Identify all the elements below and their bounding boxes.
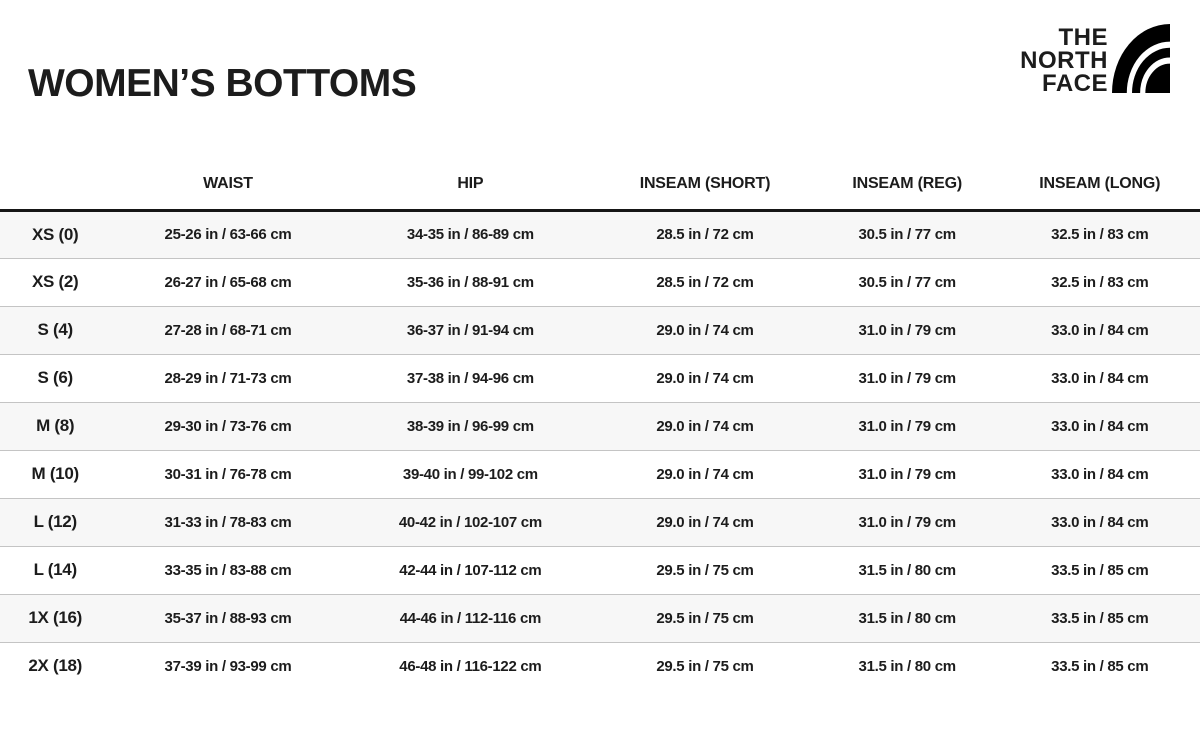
hip-cell: 37-38 in / 94-96 cm <box>406 369 534 387</box>
waist-cell: 35-37 in / 88-93 cm <box>164 609 292 627</box>
logo-line-face: FACE <box>1041 70 1108 97</box>
hip-cell: 39-40 in / 99-102 cm <box>402 465 538 483</box>
north-face-wordmark <box>1020 24 1108 95</box>
table-row <box>0 450 1200 498</box>
hip-cell: 44-46 in / 112-116 cm <box>399 609 542 627</box>
size-cell: XS (0) <box>32 224 79 244</box>
waist-cell: 29-30 in / 73-76 cm <box>164 417 292 435</box>
inseam-reg-cell: 31.5 in / 80 cm <box>858 609 956 627</box>
inseam-long-cell: 33.0 in / 84 cm <box>1051 417 1149 435</box>
inseam-long-cell: 33.0 in / 84 cm <box>1051 513 1149 531</box>
inseam-long-cell: 33.5 in / 85 cm <box>1051 561 1149 579</box>
waist-cell: 26-27 in / 65-68 cm <box>164 273 292 291</box>
inseam-short-cell: 28.5 in / 72 cm <box>656 226 754 243</box>
table-header-row <box>0 160 1200 210</box>
column-header-waist: WAIST <box>110 160 345 210</box>
inseam-reg-cell: 31.0 in / 79 cm <box>858 369 956 387</box>
waist-cell: 28-29 in / 71-73 cm <box>164 369 292 387</box>
inseam-long-cell: 33.0 in / 84 cm <box>1051 369 1149 387</box>
hip-cell: 36-37 in / 91-94 cm <box>406 321 534 339</box>
inseam-long-cell: 33.5 in / 85 cm <box>1051 609 1149 627</box>
inseam-long-cell: 33.5 in / 85 cm <box>1051 657 1149 675</box>
column-header-inseam-reg: INSEAM (REG) <box>815 160 1000 210</box>
column-header-hip: HIP <box>346 160 596 210</box>
size-chart-table <box>0 160 1200 690</box>
table-row <box>0 210 1200 258</box>
inseam-short-cell: 29.5 in / 75 cm <box>656 609 754 627</box>
page-header <box>0 0 1200 160</box>
inseam-reg-cell: 30.5 in / 77 cm <box>858 226 956 243</box>
inseam-short-cell: 29.0 in / 74 cm <box>656 465 754 483</box>
table-row <box>0 546 1200 594</box>
inseam-reg-cell: 31.5 in / 80 cm <box>858 561 956 579</box>
column-header-inseam-short: INSEAM (SHORT) <box>595 160 815 210</box>
logo-line-north: NORTH <box>1020 47 1108 74</box>
inseam-short-cell: 29.5 in / 75 cm <box>656 657 754 675</box>
table-row <box>0 642 1200 690</box>
logo-line-the: THE <box>1058 24 1108 51</box>
hip-cell: 34-35 in / 86-89 cm <box>406 226 534 243</box>
size-cell: L (12) <box>33 512 77 531</box>
inseam-short-cell: 29.0 in / 74 cm <box>656 369 754 387</box>
size-cell: M (10) <box>31 464 79 483</box>
inseam-short-cell: 29.5 in / 75 cm <box>656 561 754 579</box>
inseam-reg-cell: 31.0 in / 79 cm <box>858 417 956 435</box>
inseam-short-cell: 29.0 in / 74 cm <box>656 513 754 531</box>
waist-cell: 25-26 in / 63-66 cm <box>164 226 292 243</box>
inseam-short-cell: 29.0 in / 74 cm <box>656 417 754 435</box>
size-cell: 1X (16) <box>28 608 83 627</box>
column-header-inseam-long: INSEAM (LONG) <box>1000 160 1200 210</box>
waist-cell: 30-31 in / 76-78 cm <box>164 465 292 483</box>
half-dome-icon <box>1112 24 1170 93</box>
table-row <box>0 306 1200 354</box>
table-row <box>0 354 1200 402</box>
table-row <box>0 258 1200 306</box>
hip-cell: 38-39 in / 96-99 cm <box>406 417 534 435</box>
inseam-reg-cell: 31.5 in / 80 cm <box>858 657 956 675</box>
inseam-reg-cell: 31.0 in / 79 cm <box>858 513 956 531</box>
inseam-long-cell: 32.5 in / 83 cm <box>1051 226 1149 243</box>
waist-cell: 27-28 in / 68-71 cm <box>164 321 292 339</box>
hip-cell: 40-42 in / 102-107 cm <box>398 513 542 531</box>
table-row <box>0 594 1200 642</box>
inseam-short-cell: 29.0 in / 74 cm <box>656 321 754 339</box>
hip-cell: 35-36 in / 88-91 cm <box>406 273 534 291</box>
size-cell: L (14) <box>33 560 77 579</box>
waist-cell: 37-39 in / 93-99 cm <box>164 657 292 675</box>
hip-cell: 42-44 in / 107-112 cm <box>399 561 542 579</box>
size-cell: S (6) <box>37 368 73 387</box>
inseam-short-cell: 28.5 in / 72 cm <box>656 273 754 291</box>
inseam-reg-cell: 31.0 in / 79 cm <box>858 321 956 339</box>
waist-cell: 31-33 in / 78-83 cm <box>164 513 292 531</box>
inseam-long-cell: 32.5 in / 83 cm <box>1051 273 1149 291</box>
waist-cell: 33-35 in / 83-88 cm <box>164 561 292 579</box>
column-header-size <box>0 160 110 210</box>
inseam-long-cell: 33.0 in / 84 cm <box>1051 465 1149 483</box>
size-cell: M (8) <box>36 416 75 435</box>
table-row <box>0 498 1200 546</box>
size-cell: 2X (18) <box>28 656 83 676</box>
inseam-long-cell: 33.0 in / 84 cm <box>1051 321 1149 339</box>
hip-cell: 46-48 in / 116-122 cm <box>399 657 542 675</box>
north-face-logo <box>1020 24 1170 95</box>
inseam-reg-cell: 31.0 in / 79 cm <box>858 465 956 483</box>
inseam-reg-cell: 30.5 in / 77 cm <box>858 273 956 291</box>
size-cell: S (4) <box>37 320 73 339</box>
size-cell: XS (2) <box>32 272 79 291</box>
page-title: WOMEN’S BOTTOMS <box>28 62 417 105</box>
table-row <box>0 402 1200 450</box>
